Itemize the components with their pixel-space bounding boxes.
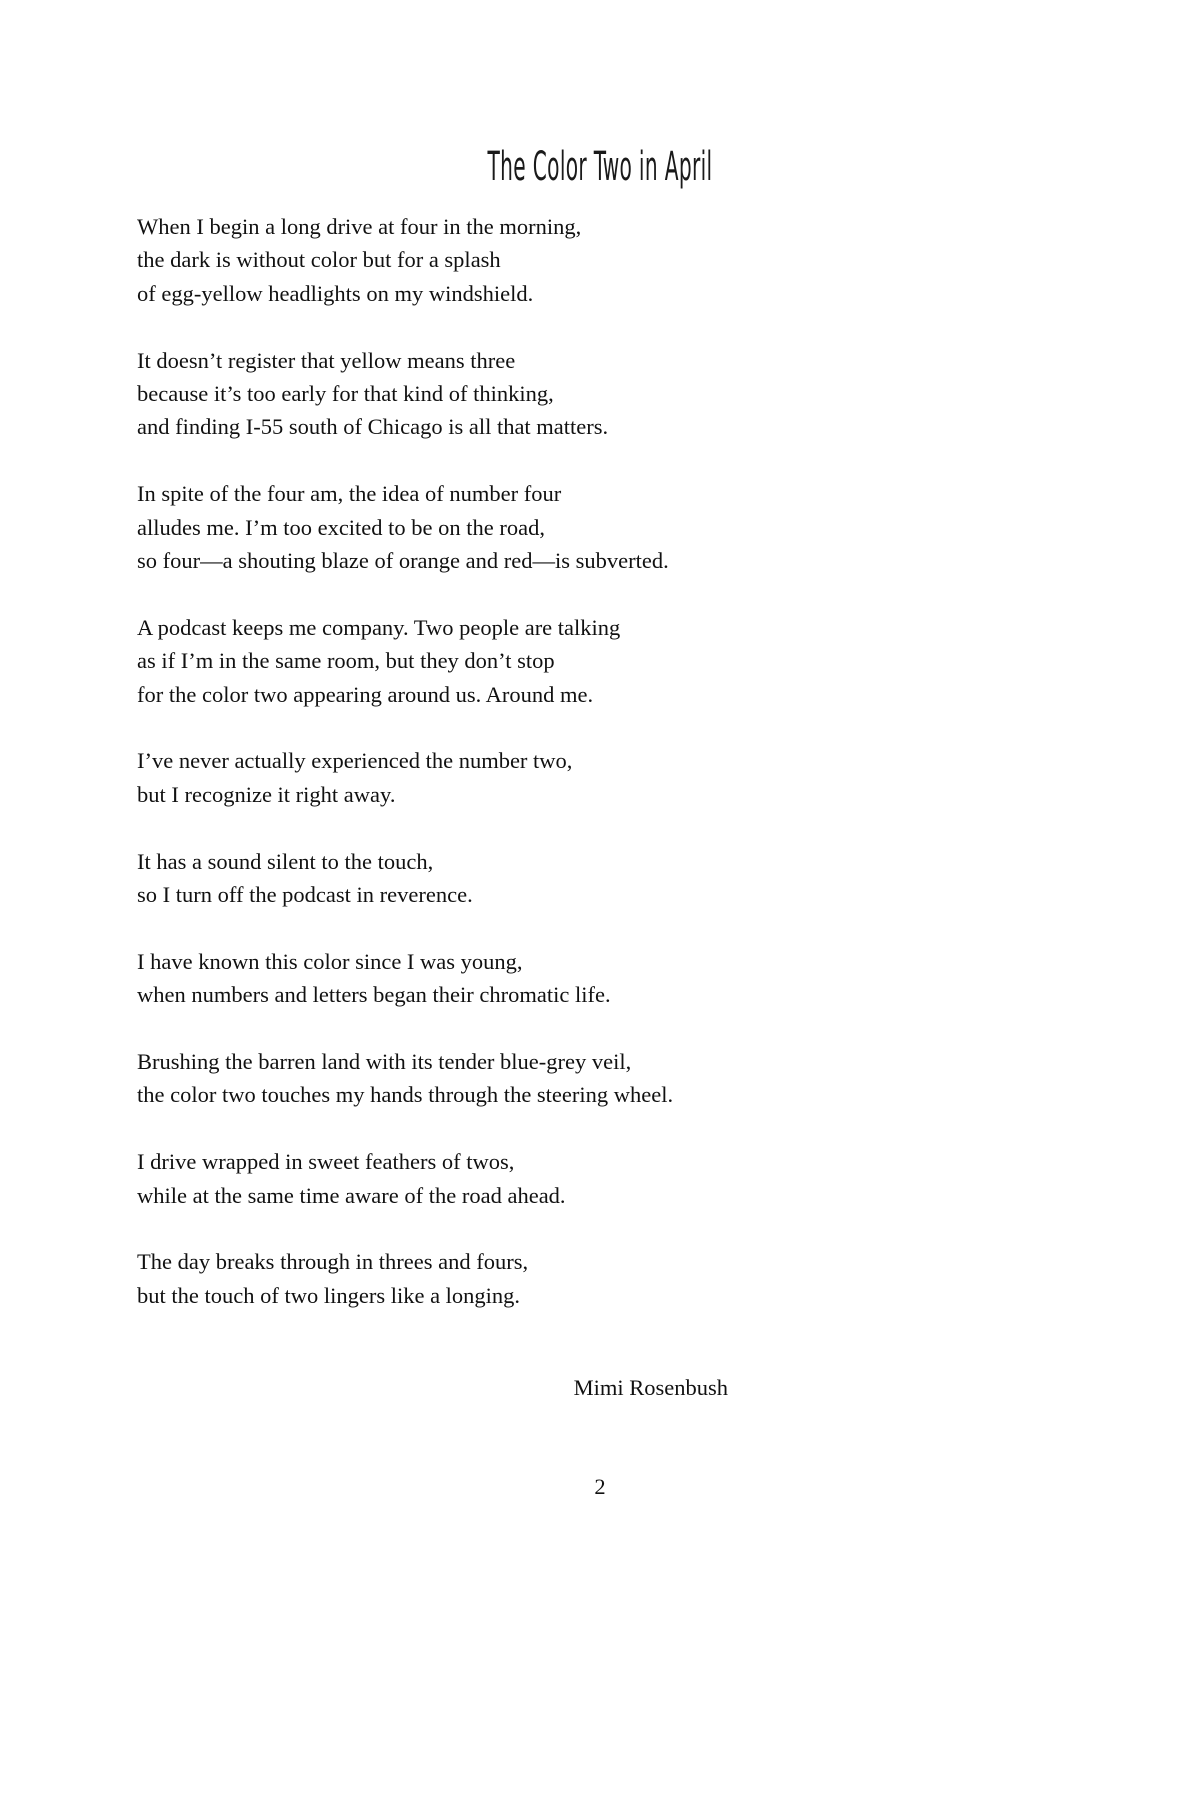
poem-line: but the touch of two lingers like a longing. [137, 1282, 521, 1308]
poem-line: for the color two appearing around us. Around me. [137, 681, 594, 707]
poem-line: In spite of the four am, the idea of number four [137, 481, 562, 507]
poem-line: It has a sound silent to the touch, [137, 848, 434, 874]
poem-line: It doesn’t register that yellow means three [137, 347, 516, 373]
poem-line: so I turn off the podcast in reverence. [137, 882, 473, 908]
poem-stanza [137, 1245, 1037, 1312]
poem-stanza [137, 1145, 1037, 1212]
poem-line: alludes me. I’m too excited to be on the road, [137, 514, 545, 540]
page-number: 2 [594, 1474, 606, 1499]
poem-line: I drive wrapped in sweet feathers of twos, [137, 1149, 515, 1175]
poem-line: I’ve never actually experienced the number two, [137, 748, 573, 774]
poem-line: while at the same time aware of the road ahead. [137, 1182, 566, 1208]
author-byline: Mimi Rosenbush [573, 1375, 728, 1400]
poem-line: of egg-yellow headlights on my windshield. [137, 280, 534, 306]
poem-line: Brushing the barren land with its tender blue-grey veil, [137, 1049, 632, 1075]
poem-line: as if I’m in the same room, but they don’t stop [137, 648, 555, 674]
poem-line: I have known this color since I was young, [137, 948, 523, 974]
page-title: The Color Two in April [487, 143, 713, 190]
poem-stanza [137, 210, 1037, 310]
poem-stanza [137, 344, 1037, 444]
poem-line: and finding I-55 south of Chicago is all that matters. [137, 414, 609, 440]
poem-line: The day breaks through in threes and fours, [137, 1249, 529, 1275]
poem-stanza [137, 744, 1037, 811]
poem-line: because it’s too early for that kind of thinking, [137, 381, 554, 407]
poem-stanza [137, 945, 1037, 1012]
poem-line: A podcast keeps me company. Two people are talking [137, 614, 621, 640]
poem-line: but I recognize it right away. [137, 781, 396, 807]
poem-stanza [137, 477, 1037, 577]
poem-stanza [137, 845, 1037, 912]
poem-line: When I begin a long drive at four in the morning, [137, 214, 582, 239]
poem-line: when numbers and letters began their chromatic life. [137, 982, 611, 1008]
poem-stanza [137, 611, 1037, 711]
poem-line: the color two touches my hands through the steering wheel. [137, 1082, 674, 1108]
poem-body [137, 210, 1037, 1312]
poem-line: the dark is without color but for a splash [137, 247, 501, 273]
poem-line: so four—a shouting blaze of orange and red—is subverted. [137, 548, 669, 574]
poem-stanza [137, 1045, 1037, 1112]
